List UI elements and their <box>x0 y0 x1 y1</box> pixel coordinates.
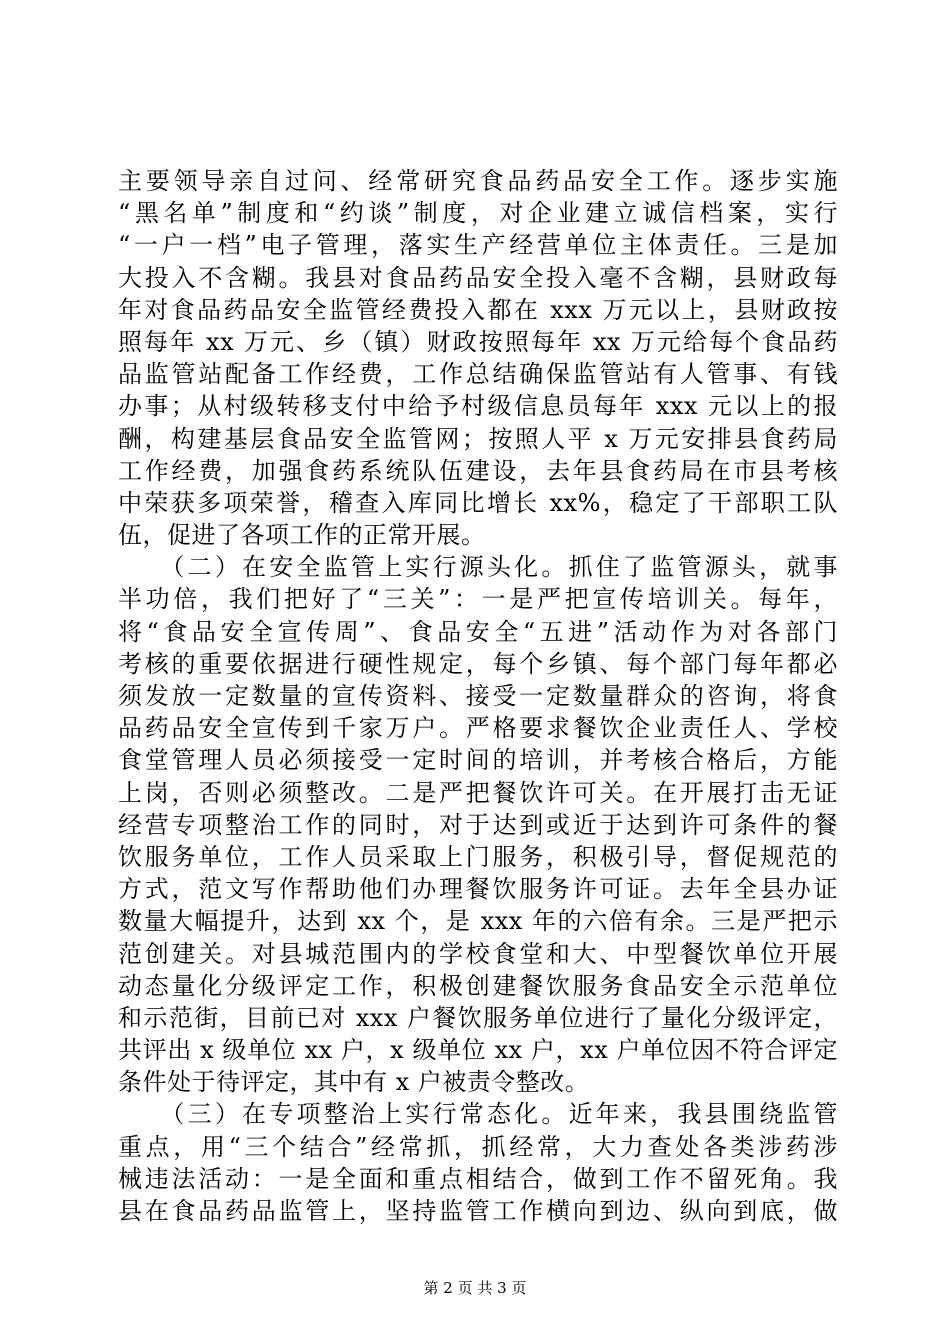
text-line: 须发放一定数量的宣传资料、接受一定数量群众的咨询，将食 <box>118 682 838 710</box>
text-line: 品药品安全宣传到千家万户。严格要求餐饮企业责任人、学校 <box>118 714 838 743</box>
text-line: 半功倍，我们把好了“三关”：一是严把宣传培训关。每年， <box>118 585 838 614</box>
text-line: 大投入不含糊。我县对食品药品安全投入毫不含糊，县财政每 <box>118 263 838 292</box>
text-line: （二）在安全监管上实行源头化。抓住了监管源头，就事 <box>118 553 838 582</box>
text-line: 考核的重要依据进行硬性规定，每个乡镇、每个部门每年都必 <box>118 649 838 678</box>
text-line: “黑名单”制度和“约谈”制度，对企业建立诚信档案，实行 <box>118 199 838 228</box>
text-line: 县在食品药品监管上，坚持监管工作横向到边、纵向到底，做 <box>118 1197 838 1225</box>
text-line: 和示范街，目前已对 xxx 户餐饮服务单位进行了量化分级评定， <box>118 1003 838 1032</box>
text-line: “一户一档”电子管理，落实生产经营单位主体责任。三是加 <box>118 231 838 260</box>
text-line: 食堂管理人员必须接受一定时间的培训，并考核合格后，方能 <box>118 746 838 775</box>
text-line: 共评出 x 级单位 xx 户，x 级单位 xx 户，xx 户单位因不符合评定 <box>118 1036 838 1065</box>
body-text <box>118 165 838 1227</box>
text-line: 动态量化分级评定工作，积极创建餐饮服务食品安全示范单位 <box>118 971 838 1000</box>
text-line: 方式，范文写作帮助他们办理餐饮服务许可证。去年全县办证 <box>118 875 838 904</box>
text-line: 将“食品安全宣传周”、食品安全“五进”活动作为对各部门 <box>118 617 838 646</box>
text-line: 重点，用“三个结合”经常抓，抓经常，大力查处各类涉药涉 <box>118 1132 838 1161</box>
page-number-footer: 第 2 页 共 3 页 <box>423 1279 527 1297</box>
text-line: 上岗，否则必须整改。二是严把餐饮许可关。在开展打击无证 <box>118 778 838 807</box>
text-line: 办事；从村级转移支付中给予村级信息员每年 xxx 元以上的报 <box>118 392 838 421</box>
text-line: 照每年 xx 万元、乡（镇）财政按照每年 xx 万元给每个食品药 <box>118 327 838 356</box>
text-line: 中荣获多项荣誉，稽查入库同比增长 xx%，稳定了干部职工队 <box>118 488 838 517</box>
text-line: 饮服务单位，工作人员采取上门服务，积极引导，督促规范的 <box>118 842 838 871</box>
text-line: 伍，促进了各项工作的正常开展。 <box>118 521 486 550</box>
text-line: 械违法活动：一是全面和重点相结合，做到工作不留死角。我 <box>118 1164 838 1193</box>
text-line: 范创建关。对县城范围内的学校食堂和大、中型餐饮单位开展 <box>118 939 838 968</box>
text-line: （三）在专项整治上实行常态化。近年来，我县围绕监管 <box>118 1100 838 1129</box>
text-line: 年对食品药品安全监管经费投入都在 xxx 万元以上，县财政按 <box>118 295 838 324</box>
text-line: 数量大幅提升，达到 xx 个，是 xxx 年的六倍有余。三是严把示 <box>118 907 838 936</box>
text-line: 条件处于待评定，其中有 x 户被责令整改。 <box>118 1068 590 1097</box>
text-line: 品监管站配备工作经费，工作总结确保监管站有人管事、有钱 <box>118 360 838 389</box>
text-line: 工作经费，加强食药系统队伍建设，去年县食药局在市县考核 <box>118 456 838 485</box>
text-line: 经营专项整治工作的同时，对于达到或近于达到许可条件的餐 <box>118 810 838 839</box>
text-line: 酬，构建基层食品安全监管网；按照人平 x 万元安排县食药局 <box>118 424 838 453</box>
text-line: 主要领导亲自过问、经常研究食品药品安全工作。逐步实施 <box>118 167 838 195</box>
